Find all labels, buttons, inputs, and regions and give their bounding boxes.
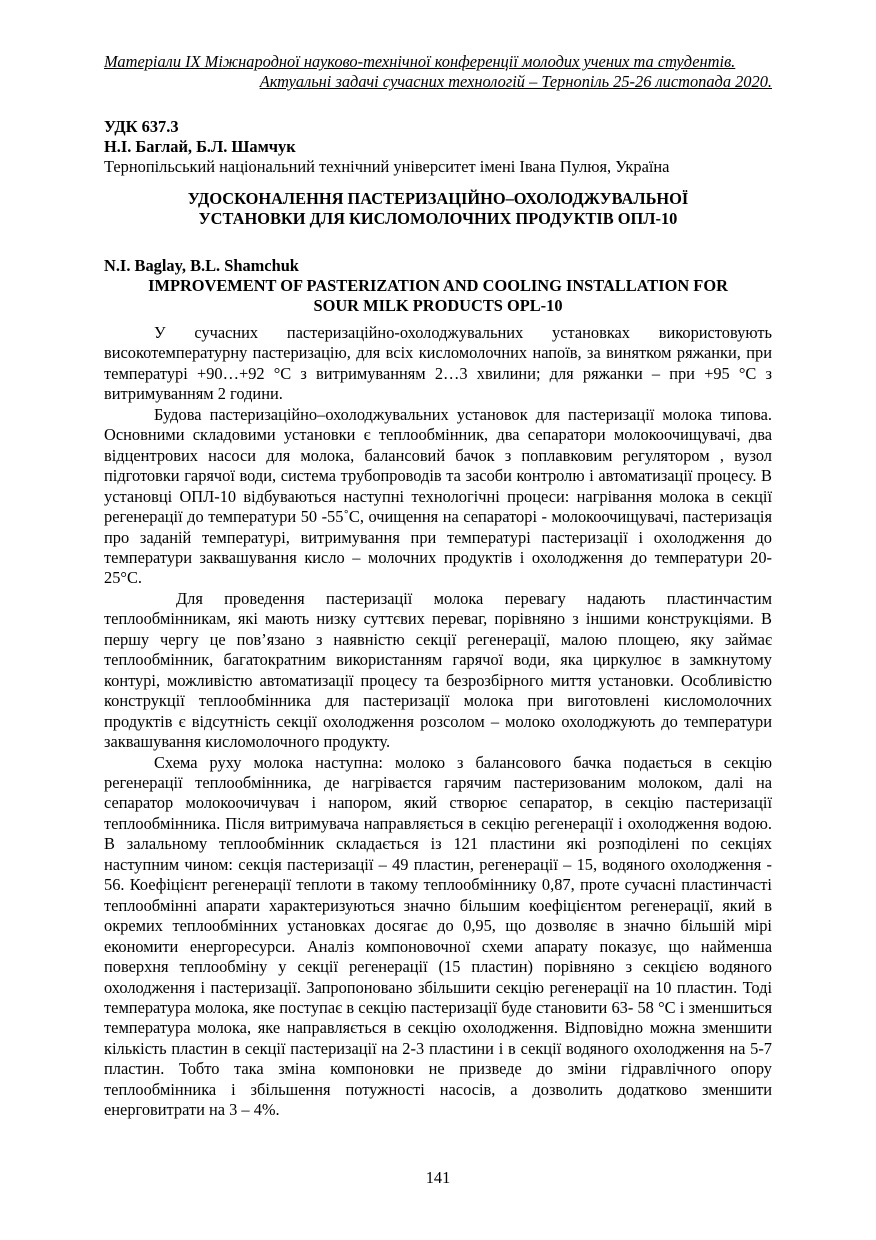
authors-ua: Н.І. Баглай, Б.Л. Шамчук	[104, 137, 296, 156]
title-en-line-1: IMPROVEMENT OF PASTERIZATION AND COOLING INSTALLATION FOR	[148, 276, 728, 295]
title-en	[104, 276, 772, 316]
paragraph-1: У сучасних пастеризаційно-охолоджувальних установках використовують високотемпературну пастеризацію, для всіх кисломолочних напоїв, за винятком ряжанки, при температурі +90…+92 °С з витримуванням 2…3 хвилини; для ряжанки – при +95 °С з витримуванням 2 години.	[104, 323, 772, 404]
article-meta	[104, 117, 772, 177]
running-header	[104, 52, 772, 92]
paragraph-2: Будова пастеризаційно–охолоджувальних установок для пастеризації молока типова. Основними складовими установки є теплообмінник, два сепаратори молокоочищувачі, два відцентрових насоси для молока, балансовий бачок з поплавковим регулятором , вузол підготовки гарячої води, система трубопроводів та засоби контролю і автоматизації процесу. В установці ОПЛ-10 відбуваються наступні технологічні процеси: нагрівання молока в секції регенерації до температури 50 -55˚С, очищення на сепараторі - молокоочищувачі, пастеризація про заданій температурі, витримування при температурі пастеризації і охолодження до температури заквашування кисло – молочних продуктів і охолодження до температури 20-25°С.	[104, 404, 772, 588]
title-ua-line-1: УДОСКОНАЛЕННЯ ПАСТЕРИЗАЦІЙНО–ОХОЛОДЖУВАЛЬНОЇ	[187, 189, 689, 208]
title-ua	[104, 189, 772, 229]
affiliation: Тернопільський національний технічний університет імені Івана Пулюя, Україна	[104, 157, 670, 176]
paragraph-4: Схема руху молока наступна: молоко з балансового бачка подається в секцію регенерації теплообмінника, де нагріваєтся гарячим пастеризованим молоком, далі на сепаратор молокоочичувач і напором, який створює сепаратор, в секцію пастеризації теплообмінника. Після витримувача направляється в секцію регенерації і охолодження водою. В залальному теплообмінник складається із 121 пластини які розподілені по секціях наступним чином: секція пастеризації – 49 пластин, регенерації – 15, водяного охолодження - 56. Коефіцієнт регенерації теплоти в такому теплообміннику 0,87, проте сучасні пластинчасті теплообмінні апарати характеризуються значно більшим коефіцієнтом регенерації, який в окремих теплообмінних установках досягає до 0,95, що дозволяє в значно більшій мірі економити енергоресурси. Аналіз компоновочної схеми апарату показує, що найменша поверхня теплообміну у секції регенерації (15 пластин) порівняно з секцією водяного охолодження і пастеризації. Запропоновано збільшити секцію регенерації на 10 пластин. Тоді температура молока, яке поступає в секцію пастеризації буде становити 63- 58 °С і зменшиться температура молока, яке направляється в секцію охолодження. Відповідно можна зменшити кількість пластин в секції пастеризації на 2-3 пластини і в секції водяного охолодження на 5-7 пластин. Тобто така зміна компоновки не призведе до зміни гідравлічного опору теплообмінника і збільшення потужності насосів, а дозволить додатково зменшити енерговитрати на 3 – 4%.	[104, 752, 772, 1120]
title-ua-line-2: УСТАНОВКИ ДЛЯ КИСЛОМОЛОЧНИХ ПРОДУКТІВ ОПЛ-10	[198, 209, 678, 228]
article-body	[104, 323, 772, 1121]
title-en-line-2: SOUR MILK PRODUCTS OPL-10	[313, 296, 563, 315]
authors-en: N.I. Baglay, B.L. Shamchuk	[104, 256, 299, 275]
header-line-2: Актуальні задачі сучасних технологій – Тернопіль 25-26 листопада 2020.	[259, 72, 772, 91]
udk-code: УДК 637.3	[104, 117, 179, 136]
paragraph-3: Для проведення пастеризації молока перевагу надають пластинчастим теплообмінникам, які мають низку суттєвих переваг, порівняно з іншими конструкціями. В першу чергу це пов’язано з наявністю секції регенерації, малою площею, яку займає теплообмінник, багатократним використанням гарячої води, яка циркулює в замкнутому контурі, можливістю автоматизації процесу та безрозбірного миття установки. Особливістю конструкції теплообмінника для пастеризації молока при виготовлені кисломолочних продуктів є відсутність секції охолодження розсолом – молоко охолоджують до температури заквашування кисломолочного продукту.	[104, 588, 772, 752]
page-number: 141	[425, 1168, 451, 1187]
header-line-1: Матеріали ІХ Міжнародної науково-технічної конференції молодих учених та студентів.	[104, 52, 736, 71]
